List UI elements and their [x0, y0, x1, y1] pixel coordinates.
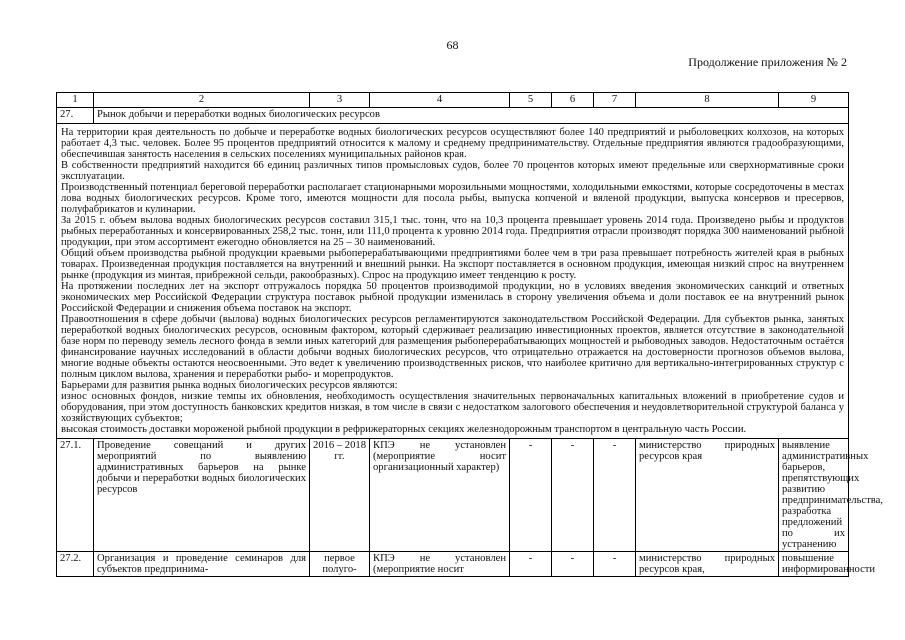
value-cell: -: [594, 552, 636, 577]
market-description: [57, 124, 849, 439]
description-paragraph: высокая стоимость доставки мороженой рыбной продукции в рефрижераторных секциях железнодорожным транспортом в центральную часть России.: [61, 424, 747, 435]
col-number: 1: [57, 93, 94, 108]
column-number-row: [57, 93, 849, 108]
period-cell: 2016 – 2018 гг.: [310, 439, 370, 552]
indicator-cell: КПЭ не установлен (мероприятие носит организационный характер): [370, 439, 510, 552]
col-number: 9: [779, 93, 849, 108]
value-cell: -: [510, 552, 552, 577]
measures-table: [56, 92, 883, 577]
section-row: [57, 108, 849, 124]
col-number: 6: [552, 93, 594, 108]
description-paragraph: Барьерами для развития рынка водных биологических ресурсов являются:: [61, 380, 398, 391]
section-number: 27.: [57, 108, 94, 124]
description-row: [57, 124, 849, 439]
table-row: [57, 552, 849, 577]
result-cell: выявление административных барьеров, препятствующих развитию предпринимательства, разработка предложений по их устранению: [779, 439, 849, 552]
result-cell: повышение информированности: [779, 552, 849, 577]
section-title: Рынок добычи и переработки водных биологических ресурсов: [94, 108, 849, 124]
description-paragraph: Производственный потенциал береговой переработки располагает стационарными морозильными мощностями, холодильными емкостями, которые сосредоточены в местах лова водных биологических ресурсов. Кроме того, имеются мощности для посола рыбы, выпуска копченой и вяленой продукции, выпуска консервов и пресервов, полуфабрикатов и кулинарии.: [61, 182, 844, 215]
col-number: 2: [94, 93, 310, 108]
col-number: 4: [370, 93, 510, 108]
continuation-label: Продолжение приложения № 2: [688, 55, 847, 69]
value-cell: -: [552, 439, 594, 552]
col-number: 7: [594, 93, 636, 108]
col-number: 3: [310, 93, 370, 108]
description-paragraph: На протяжении последних лет на экспорт отгружалось порядка 50 процентов производимой продукции, но в условиях введения экономических санкций и ответных экономических мер Российской Федерации структура поставок рыбной продукции изменилась в сторону увеличения объема и доли поставок ее на внутренний рынок Российской Федерации и снижения объема поставок на экспорт.: [61, 281, 844, 314]
period-cell: первое полуго-: [310, 552, 370, 577]
responsible-cell: министерство природных ресурсов края,: [636, 552, 779, 577]
description-paragraph: износ основных фондов, низкие темпы их обновления, необходимость осуществления значительных первоначальных капитальных вложений в приобретение судов и оборудования, при этом доступность банковских кредитов низкая, в том числе в связи с недостатком залогового обеспечения и неудовлетворительной структурой баланса у хозяйствующих субъектов;: [61, 391, 844, 424]
indicator-cell: КПЭ не установлен (мероприятие носит: [370, 552, 510, 577]
col-number: 5: [510, 93, 552, 108]
description-paragraph: За 2015 г. объем вылова водных биологических ресурсов составил 315,1 тыс. тонн, что на 10,3 процента превышает уровень 2014 года. Произведено рыбы и продуктов рыбных переработанных и консервированных 258,2 тыс. тонн, или 111,0 процента к уровню 2014 года. Предприятия отрасли производят порядка 300 наименований рыбной продукции, при этом ассортимент ежегодно обновляется на 25 – 30 наименований.: [61, 215, 844, 248]
value-cell: -: [552, 552, 594, 577]
responsible-cell: министерство природных ресурсов края: [636, 439, 779, 552]
table-row: [57, 439, 849, 552]
description-paragraph: Правоотношения в сфере добычи (вылова) водных биологических ресурсов регламентируются законодательством Российской Федерации. Для субъектов рынка, занятых переработкой водных биологических ресурсов, основным фактором, который сдерживает реализацию инвестиционных проектов, является отсутствие в законодательной базе норм по переводу земель лесного фонда в земли иных категорий для размещения рыбоперерабатывающих мощностей и рыбоводных заводов. Недостаточным остаётся финансирование научных исследований в области добычи водных биологических ресурсов, что отрицательно отражается на достоверности прогнозов объемов вылова, многие водные объекты остаются неосвоенными. Это ведет к увеличению производственных рисков, что наиболее критично для вертикально-интегрированных структур с полным циклом вылова, хранения и переработки рыбо- и морепродуктов.: [61, 314, 844, 380]
description-paragraph: В собственности предприятий находится 66 единиц различных типов промысловых судов, более 70 процентов которых имеют предельные или сверхнормативные сроки эксплуатации.: [61, 160, 844, 182]
measure-cell: Организация и проведение семинаров для субъектов предпринима-: [94, 552, 310, 577]
measure-cell: Проведение совещаний и других мероприятий по выявлению административных барьеров на рынке добычи и переработки водных биологических ресурсов: [94, 439, 310, 552]
row-number: 27.1.: [57, 439, 94, 552]
row-number: 27.2.: [57, 552, 94, 577]
value-cell: -: [594, 439, 636, 552]
page-number: 68: [446, 38, 459, 52]
description-paragraph: Общий объем производства рыбной продукции краевыми рыбоперерабатывающими предприятиями более чем в три раза превышает потребность жителей края в рыбных товарах. Произведенная продукция поставляется на внутренний и внешний рынки. На экспорт поставляется в основном продукция, имеющая низкий спрос на внутреннем рынке (продукция из минтая, прибрежной сельди, ракообразных). Спрос на продукцию имеет тенденцию к росту.: [61, 248, 844, 281]
col-number: 8: [636, 93, 779, 108]
description-paragraph: На территории края деятельность по добыче и переработке водных биологических ресурсов осуществляют более 140 предприятий и рыболовецких колхозов, на которых работает 4,3 тыс. человек. Более 95 процентов предприятий относится к малому и среднему предпринимательству. Отдельные предприятия являются градообразующими, обеспечившая занятость населения в сельских поселениях муниципальных районов края.: [61, 127, 844, 160]
value-cell: -: [510, 439, 552, 552]
